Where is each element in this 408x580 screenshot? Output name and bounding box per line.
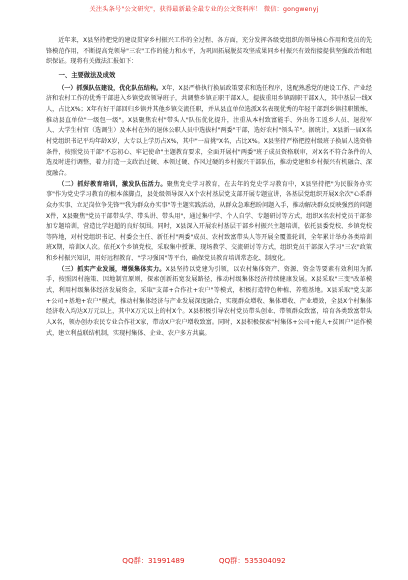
intro-paragraph: 近年来，X县坚持把党的建设贯穿乡村振兴工作的全过程、各方面，充分发挥各级党组织的领导核心作用和党员的先锋模范作用，不断提高党领导"三农"工作的能力和水平，为巩固拓展脱贫攻坚成果同乡村振兴有效衔接提供坚强政治和组织保证。现将有关做法汇报如下： (46, 37, 372, 66)
section-paragraph-3 (46, 265, 372, 340)
document-body (46, 36, 372, 339)
promo-banner: 关注头条号"公文研究"，获得最新最全最专业的公文资料库！ 微信：gongwenyj (89, 6, 319, 13)
subsection-title-2: （二）抓好教育培训，激发队伍活力。 (58, 180, 167, 188)
section-paragraph-1 (46, 84, 372, 180)
subsection-body-2: 聚焦党史学习教育，在去年的党史学习教育中，X县坚持把"为民服务办实事"作为党史学习教育的根本落脚点，县处级领导深入X个农村基层党支部开展专题宣讲，各基层党组织开展X余次"心系群众办实事、立足岗位争先锋""我为群众办实事"等主题实践活动，从群众急难愁盼问题入手，推动解决群众反映强烈的问题X件，X县聚焦"党员干部带头学、带头讲、带头用"，通过集中学、个人自学、专题研讨等方式，组织X名农村党员干部参加专题培训，营造比学赶超的良好氛围。同时，X县深入开展农村基层干部乡村振兴主题培训，依托县委党校、乡镇党校等阵地，对村党组织书记、村委会主任、新任村"两委"成员、农村致富带头人等开展全覆盖轮训，全年累计举办各类培训班X期，培训X人次。依托X个乡镇党校，采取集中授课、现场教学、交流研讨等方式，组织党员干部深入学习"三农"政策和乡村振兴知识，用好远程教育、"学习强国"等平台，确保党员教育培训常态化、制度化。 (46, 180, 373, 263)
subsection-title-3: （三）抓实产业发展，增强集体实力。 (58, 265, 166, 273)
section-heading: 一、主要做法及成效 (58, 71, 116, 79)
subsection-body-1: X年，X县严格执行换届政策要求和选任程序，选配熟悉党的建设工作、产业经济和农村工作的优秀干部进入乡镇党政领导班子，共调整乡镇正职干部X人，提拔重用乡镇副职干部X人，其中基层一线X人，占比X%；X年有好干部回归乡镇并其他乡镇交流任职，并从县直单位选派X名表现优秀的年轻干部到乡镇挂职锻炼，推动县直单位"一级包一级"。X县聚焦农村"带头人"队伍优化提升，注重从本村致富能手、外出务工返乡人员、退役军人、大学生村官（选调生）及本村在外的退休公职人员中选拔村"两委"干部，选好农村"领头羊"。据统计，X县新一届X名村党组织书记平均年龄X岁，大专以上学历占X%，其中"一肩挑"X名，占比X%。X县坚持严格把控村级班子换届人选资格条件，按照党员干部"不忘初心、牢记使命"主题教育要求，全面开展村"两委"班子成员资格联审，对X名不符合条件的人选及时进行调整，着力打造一支政治过硬、本领过硬、作风过硬的乡村振兴干部队伍，推动党建和乡村振兴有机融合、深度融合。 (46, 84, 372, 177)
qq-group-primary: QQ群：31991489 (122, 556, 185, 565)
contact-footer (0, 556, 408, 570)
subsection-body-3: X县坚持以党建为引领，以农村集体资产、资源、资金等要素有效利用为抓手，按照因村施策、因地制宜原则，探索创新拓宽发展路径，推动村级集体经济持续健康发展。X县采取"三变"改革模式，利用村级集体经济发展资金，采取"支部+合作社+农户"等模式，积极打造特色种植、养殖基地。X县采取"党支部+公司+基地+农户"模式，推动村集体经济与产业发展深度融合，实现群众增收、集体增收、产业增效，全县X个村集体经济收入均达X万元以上，其中X万元以上的村X个。X县积极引导农村党员带头创业、带领群众致富，培育各类致富带头人X名，领办创办农民专业合作社X家，带动X户农户增收致富。同时，X县积极探索"村集体+公司+能人+贫困户"运作模式，建立利益联结机制，实现村集体、企业、农户多方共赢。 (46, 265, 372, 337)
subsection-title-1: （一）抓强队伍建设，优化队伍结构。 (58, 84, 163, 92)
section-paragraph-2 (46, 180, 372, 265)
qq-group-secondary: QQ群：535304092 (218, 556, 286, 565)
